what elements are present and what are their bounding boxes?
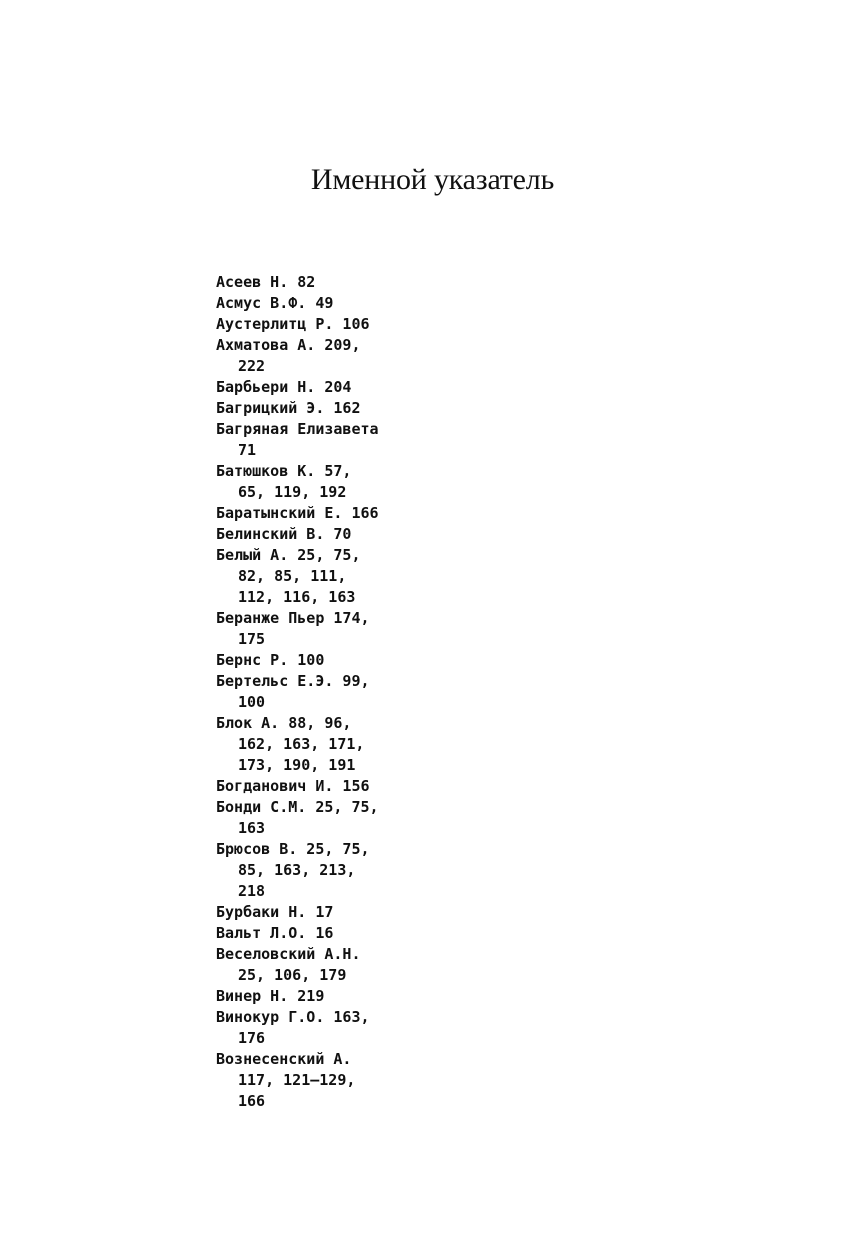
index-entry-line: Вознесенский А. — [216, 1050, 352, 1068]
index-entry — [216, 986, 476, 1007]
index-entry-continuation: 117, 121–129, — [238, 1071, 356, 1089]
index-entry-line: Веселовский А.Н. — [216, 945, 361, 963]
index-entry-line: Бонди С.М. 25, 75, — [216, 798, 379, 816]
index-entry — [216, 377, 476, 398]
index-entry-continuation: 176 — [238, 1029, 266, 1047]
index-entry — [216, 902, 476, 923]
page-title: Именной указатель — [310, 163, 555, 196]
index-entry-line: Блок А. 88, 96, — [216, 714, 352, 732]
index-entry-line: Бертельс Е.Э. 99, — [216, 672, 370, 690]
index-entry-line: Баратынский Е. 166 — [216, 504, 379, 522]
index-entry — [216, 461, 476, 503]
index-entry-continuation: 25, 106, 179 — [238, 966, 347, 984]
index-entry-continuation: 175 — [238, 630, 266, 648]
index-entry-line: Брюсов В. 25, 75, — [216, 840, 370, 858]
index-entry-continuation: 65, 119, 192 — [238, 483, 347, 501]
index-entry — [216, 944, 476, 986]
index-entry-line: Батюшков К. 57, — [216, 462, 352, 480]
index-entry — [216, 398, 476, 419]
index-entry — [216, 419, 476, 461]
index-entry-continuation: 222 — [238, 357, 266, 375]
index-entry — [216, 797, 476, 839]
index-entry — [216, 314, 476, 335]
index-entry-line: Ахматова А. 209, — [216, 336, 361, 354]
index-entry — [216, 524, 476, 545]
index-entry — [216, 608, 476, 650]
index-entry — [216, 545, 476, 608]
index-entry — [216, 776, 476, 797]
index-entry-continuation: 173, 190, 191 — [238, 756, 356, 774]
index-entry-continuation: 163 — [238, 819, 266, 837]
index-entry-line: Беранже Пьер 174, — [216, 609, 370, 627]
index-entry-line: Асмус В.Ф. 49 — [216, 294, 334, 312]
index-entry-line: Багрицкий Э. 162 — [216, 399, 361, 417]
index-entry-line: Асеев Н. 82 — [216, 273, 316, 291]
index-entry — [216, 650, 476, 671]
index-entry-line: Вальт Л.О. 16 — [216, 924, 334, 942]
index-entry-line: Белинский В. 70 — [216, 525, 352, 543]
index-entry — [216, 1049, 476, 1112]
index-entry — [216, 923, 476, 944]
index-entry-continuation: 218 — [238, 882, 266, 900]
index-entry-continuation: 162, 163, 171, — [238, 735, 365, 753]
name-index-list — [216, 272, 476, 1112]
index-entry-line: Белый А. 25, 75, — [216, 546, 361, 564]
index-entry — [216, 335, 476, 377]
index-entry-line: Бурбаки Н. 17 — [216, 903, 334, 921]
index-entry — [216, 713, 476, 776]
index-entry — [216, 1007, 476, 1049]
index-entry-line: Богданович И. 156 — [216, 777, 370, 795]
index-entry — [216, 272, 476, 293]
index-entry — [216, 839, 476, 902]
index-entry — [216, 503, 476, 524]
index-entry-continuation: 71 — [238, 441, 257, 459]
index-entry — [216, 671, 476, 713]
index-entry-continuation: 112, 116, 163 — [238, 588, 356, 606]
index-entry-continuation: 82, 85, 111, — [238, 567, 347, 585]
index-entry-line: Винокур Г.О. 163, — [216, 1008, 370, 1026]
index-entry-continuation: 166 — [238, 1092, 266, 1110]
index-entry-line: Барбьери Н. 204 — [216, 378, 352, 396]
index-entry-line: Бернс Р. 100 — [216, 651, 325, 669]
index-entry — [216, 293, 476, 314]
index-entry-continuation: 85, 163, 213, — [238, 861, 356, 879]
index-entry-continuation: 100 — [238, 693, 266, 711]
index-entry-line: Аустерлитц Р. 106 — [216, 315, 370, 333]
index-entry-line: Винер Н. 219 — [216, 987, 325, 1005]
index-entry-line: Багряная Елизавета — [216, 420, 379, 438]
